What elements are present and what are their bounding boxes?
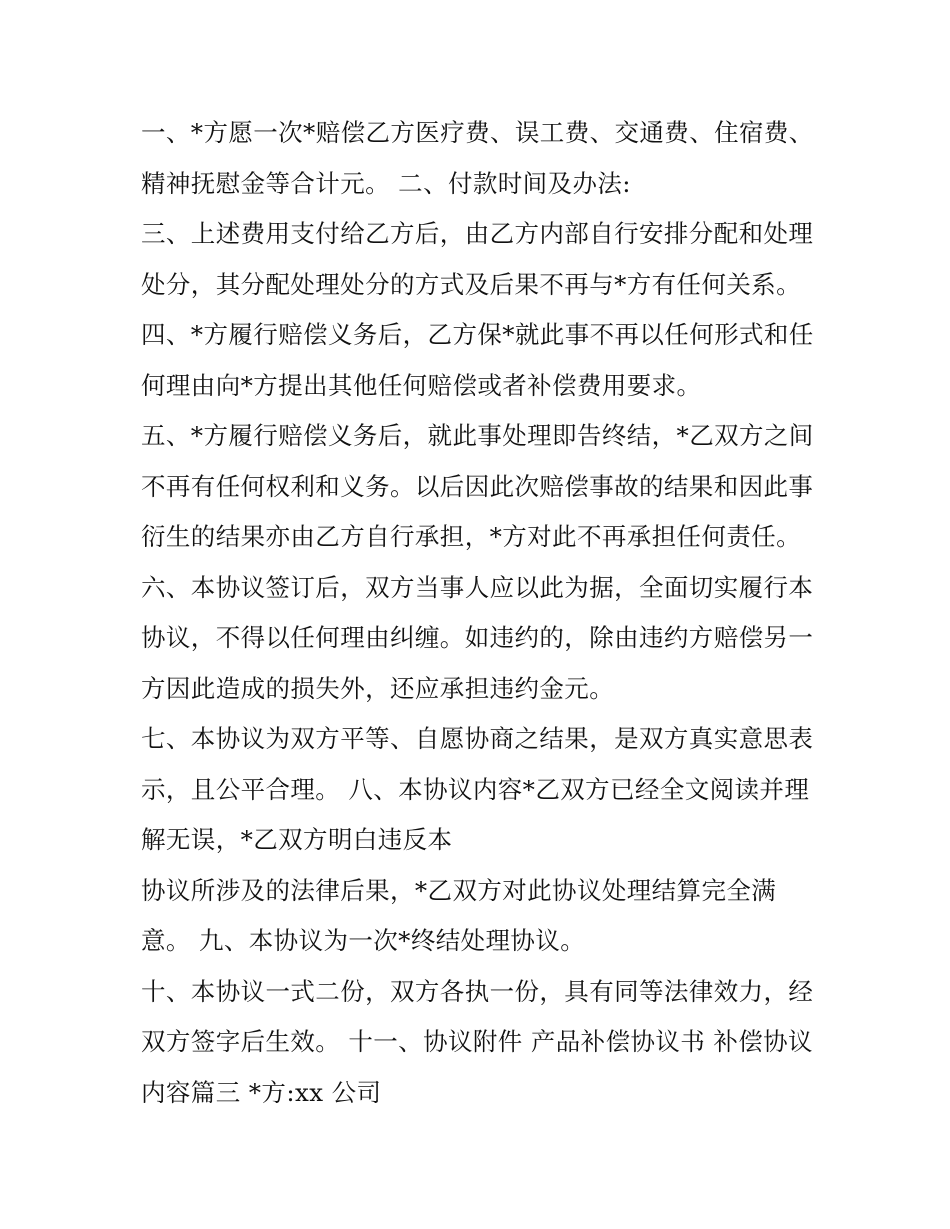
text-line: 十、本协议一式二份，双方各执一份，具有同等法律效力，经	[141, 976, 814, 1006]
text-line: 六、本协议签订后，双方当事人应以此为据，全面切实履行本	[141, 572, 814, 602]
text-line: 意。 九、本协议为一次*终结处理协议。	[141, 926, 586, 955]
text-line: 精神抚慰金等合计元。 二、付款时间及办法:	[141, 168, 631, 198]
text-line: 不再有任何权利和义务。以后因此次赔偿事故的结果和因此事	[141, 471, 814, 501]
text-line: 内容篇三 *方:xx 公司	[141, 1077, 382, 1107]
text-line: 五、*方履行赔偿义务后，就此事处理即告终结，*乙双方之间	[141, 421, 814, 450]
text-line: 七、本协议为双方平等、自愿协商之结果，是双方真实意思表	[141, 724, 814, 753]
text-line: 处分，其分配处理处分的方式及后果不再与*方有任何关系。	[141, 269, 802, 299]
text-line: 协议，不得以任何理由纠缠。如违约的，除由违约方赔偿另一	[141, 623, 814, 652]
text-line: 解无误，*乙双方明白违反本	[141, 825, 453, 854]
text-line: 四、*方履行赔偿义务后，乙方保*就此事不再以任何形式和任	[141, 320, 814, 349]
text-line: 协议所涉及的法律后果，*乙双方对此协议处理结算完全满	[141, 875, 777, 905]
text-line: 三、上述费用支付给乙方后，由乙方内部自行安排分配和处理	[141, 219, 814, 248]
document-body	[141, 108, 831, 1118]
text-line: 一、*方愿一次*赔偿乙方医疗费、误工费、交通费、住宿费、	[141, 118, 814, 147]
text-line: 方因此造成的损失外，还应承担违约金元。	[141, 673, 615, 703]
text-line: 双方签字后生效。 十一、协议附件 产品补偿协议书 补偿协议	[141, 1027, 813, 1056]
text-line: 示，且公平合理。 八、本协议内容*乙双方已经全文阅读并理	[141, 774, 810, 804]
text-line: 衍生的结果亦由乙方自行承担，*方对此不再承担任何责任。	[141, 522, 802, 551]
text-line: 何理由向*方提出其他任何赔偿或者补偿费用要求。	[141, 370, 702, 400]
